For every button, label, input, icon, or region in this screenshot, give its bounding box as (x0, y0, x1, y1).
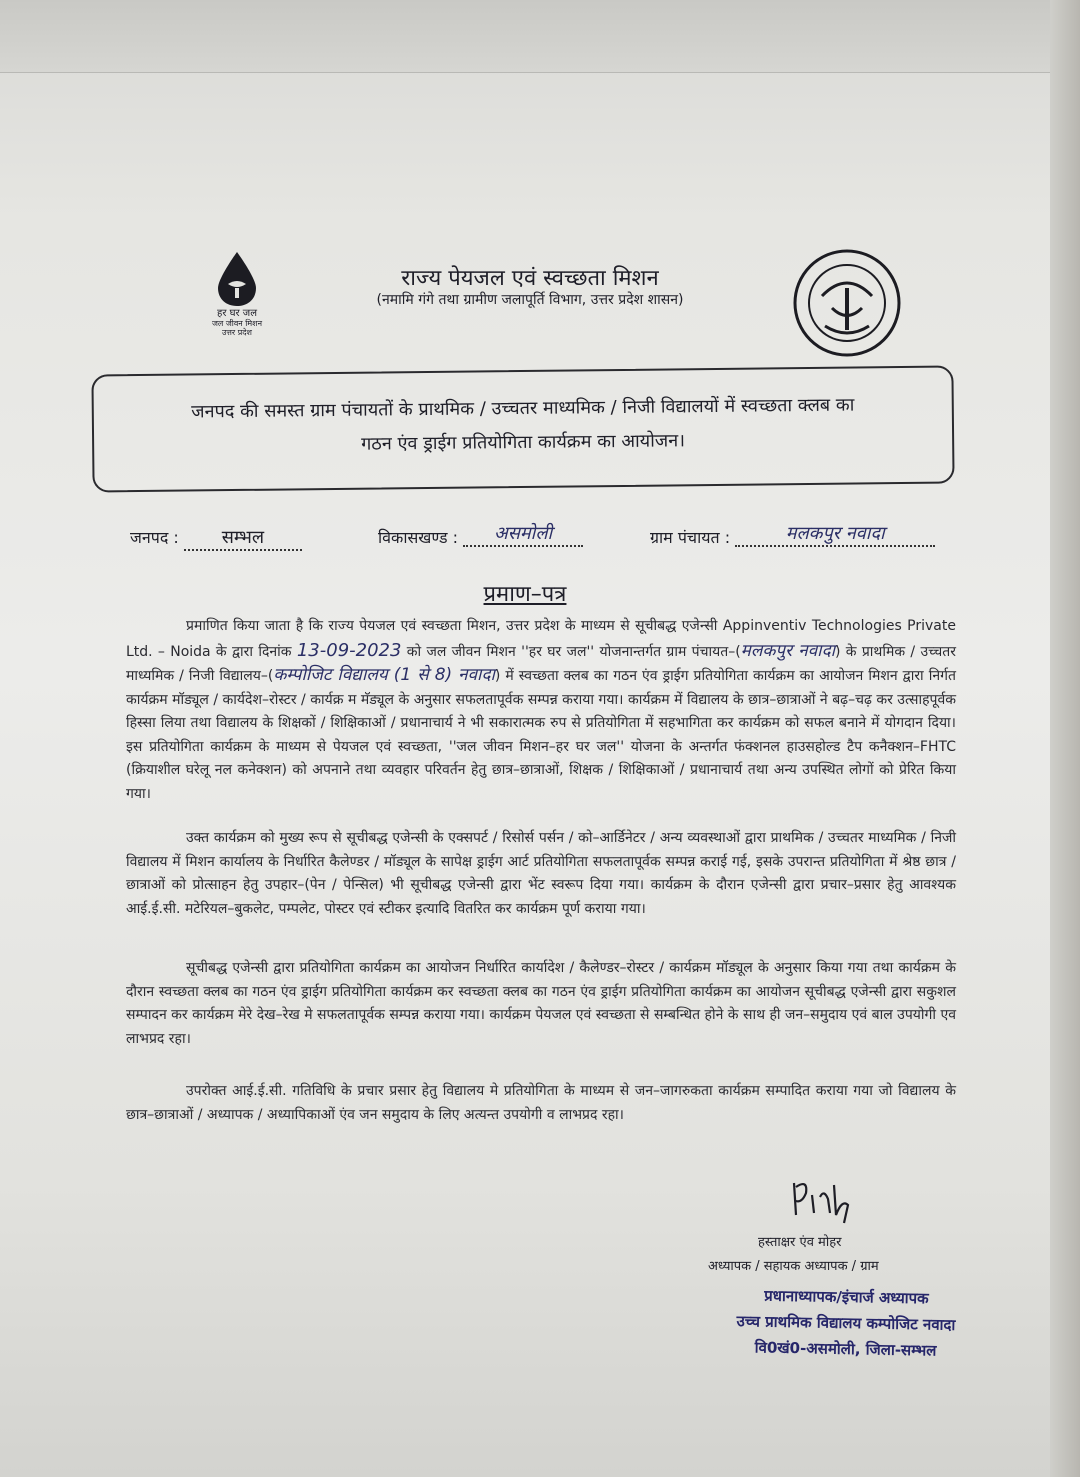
paper-edge (1050, 0, 1080, 1477)
certificate-paragraph-4 (126, 1080, 956, 1127)
date-handwritten: 13-09-2023 (296, 639, 402, 661)
gram-handwritten: मलकपुर नवादा (740, 640, 836, 661)
water-drop-icon (214, 250, 260, 308)
signature-designation: अध्यापक / सहायक अध्यापक / ग्राम (708, 1259, 879, 1274)
page-subtitle: (नमामि गंगे तथा ग्रामीण जलापूर्ति विभाग, उत्तर प्रदेश शासन) (376, 292, 684, 308)
paragraph-text: को जल जीवन मिशन ''हर घर जल'' योजनान्तर्गत ग्राम पंचायत–( (406, 643, 741, 660)
paragraph-text: ) के प्राथमिक / उच्चतर माध्यमिक / निजी विद्यालय–( (126, 643, 956, 684)
certificate-paragraph-2 (126, 827, 956, 921)
paragraph-text: प्रमाणित किया जाता है कि राज्य पेयजल एवं स्वच्छता मिशन, उत्तर प्रदेश के माध्यम से सूचीबद्ध एजेन्सी Appinventiv Technologies Private Ltd. – Noida के द्वारा दिनांक (126, 618, 956, 660)
logo-text: उत्तर प्रदेश (222, 328, 252, 337)
district-label: जनपद : (130, 528, 179, 547)
stamp-line: प्रधानाध्यापक/इंचार्ज अध्यापक (764, 1286, 929, 1308)
official-stamp (705, 1282, 986, 1365)
stamp-line: वि0खं0-असमोली, जिला-सम्भल (754, 1338, 937, 1360)
block-label: विकासखण्ड : (378, 528, 459, 547)
folded-paper-top (0, 0, 1080, 73)
paragraph-text: ) में स्वच्छता क्लब का गठन एंव ड्राईग प्रतियोगिता कार्यक्रम का आयोजन मिशन द्वारा निर्गत कार्यक्रम मॉड्यूल / कार्यदेश–रोस्टर / कार्यक्र म मॅड्यूल के अनुसार सफलतापूर्वक सम्पन्न कराया गया। कार्यक्रम में विद्यालय के छात्र–छात्राओं ने बढ़–चढ़ कर उत्साहपूर्वक हिस्सा लिया तथा विद्यालय के शिक्षकों / शिक्षिकाओं / प्रधानाचार्य ने भी सकारात्मक रुप से प्रतियोगिता में सहभागिता कर कार्यक्रम को सफल बनाने में योगदान दिया। इस प्रतियोगिता कार्यक्रम के माध्यम से पेयजल एवं स्वच्छता, ''जल जीवन मिशन–हर घर जल'' योजना के अन्तर्गत फंक्शनल हाउसहोल्ड टैप कनैक्शन–FHTC (क्रियाशील घरेलू नल कनेक्शन) को अपनाने तथा व्यवहार परिवर्तन हेतु छात्र–छात्राओं, शिक्षक / शिक्षिकाओं / प्रधानाचार्य तथा अन्य उपस्थित लोगों को प्रेरित किया गया। (126, 668, 956, 802)
subject-line: जनपद की समस्त ग्राम पंचायतों के प्राथमिक / उच्चतर माध्यमिक / निजी विद्यालयों में स्वच्छता क्लब का (191, 394, 855, 423)
certificate-title: प्रमाण–पत्र (483, 582, 567, 607)
location-fields (130, 505, 990, 555)
har-ghar-jal-logo (192, 250, 282, 350)
gram-panchayat-field (650, 525, 935, 551)
logo-text: जल जीवन मिशन (211, 319, 263, 328)
gram-panchayat-value: मलकपुर नवादा (735, 521, 935, 547)
paragraph-text: सूचीबद्ध एजेन्सी द्वारा प्रतियोगिता कार्यक्रम का आयोजन निर्धारित कार्यादेश / कैलेण्डर–रोस्टर / कार्यक्रम मॉड्यूल के अनुसार किया गया तथा कार्यक्रम के दौरान स्वच्छता क्लब का गठन एंव ड्राईग प्रतियोगिता कार्यक्रम कर स्वच्छता क्लब का गठन एंव ड्राईग प्रतियोगिता कार्यक्रम का आयोजन सूचीबद्ध एजेन्सी द्वारा सकुशल सम्पादन कर कार्यक्रम मेरे देख–रेख मे सफलतापूर्वक सम्पन्न कराया गया। कार्यक्रम पेयजल एवं स्वच्छता से सम्बन्धित होने के साथ ही जन–समुदाय एवं बाल उपयोगी एव लाभप्रद रहा। (126, 960, 956, 1047)
subject-box (91, 365, 954, 492)
school-handwritten: कम्पोजिट विद्यालय (1 से 8) नवादा (273, 665, 495, 685)
up-government-emblem (792, 248, 902, 358)
paragraph-text: उपरोक्त आई.ई.सी. गतिविधि के प्रचार प्रसार हेतु विद्यालय मे प्रतियोगिता के माध्यम से जन–जागरुकता कार्यक्रम सम्पादित कराया गया जो विद्यालय के छात्र–छात्राओं / अध्यापक / अध्यापिकाओं एंव जन समुदाय के लिए अत्यन्त उपयोगी व लाभप्रद रहा। (126, 1083, 956, 1123)
logo-text: हर घर जल (217, 308, 257, 319)
subject-line: गठन एंव ड्राईग प्रतियोगिता कार्यक्रम का आयोजन। (361, 430, 686, 455)
district-value: सम्भल (184, 525, 302, 551)
paragraph-text: उक्त कार्यक्रम को मुख्य रूप से सूचीबद्ध एजेन्सी के एक्सपर्ट / रिसोर्स पर्सन / को–आर्डिनेटर / अन्य व्यवस्थाओं द्वारा प्राथमिक / उच्चतर माध्यमिक / निजी विद्यालय में मिशन कार्यालय के निर्धारित कैलेण्डर / मॉड्यूल के सापेक्ष ड्राईग आर्ट प्रतियोगिता सफलतापूर्वक सम्पन्न कराई गई, इसके उपरान्त प्रतियोगिता में श्रेष्ठ छात्र / छात्राओं को प्रोत्साहन हेतु उपहार–(पेन / पेन्सिल) भी सूचीबद्ध एजेन्सी द्वारा भेंट स्वरूप दिया गया। कार्यक्रम के दौरान एजेन्सी द्वारा प्रचार–प्रसार हेतु आवश्यक आई.ई.सी. मटेरियल–बुकलेट, पम्पलेट, पोस्टर एवं स्टीकर इत्यादि वितरित कर कार्यक्रम पूर्ण कराया गया। (126, 830, 956, 917)
handwritten-signature (786, 1175, 856, 1225)
certificate-paragraph-3 (126, 957, 956, 1051)
block-value: असमोली (463, 521, 583, 547)
gram-panchayat-label: ग्राम पंचायत : (650, 528, 731, 547)
block-field (378, 525, 583, 551)
district-field (130, 525, 302, 551)
emblem-icon (792, 248, 902, 358)
certificate-paragraph-1 (126, 615, 956, 806)
signature-caption: हस्ताक्षर एंव मोहर (758, 1235, 842, 1250)
page-title: राज्य पेयजल एवं स्वच्छता मिशन (401, 266, 659, 291)
stamp-line: उच्च प्राथमिक विद्यालय कम्पोजिट नवादा (736, 1312, 956, 1334)
